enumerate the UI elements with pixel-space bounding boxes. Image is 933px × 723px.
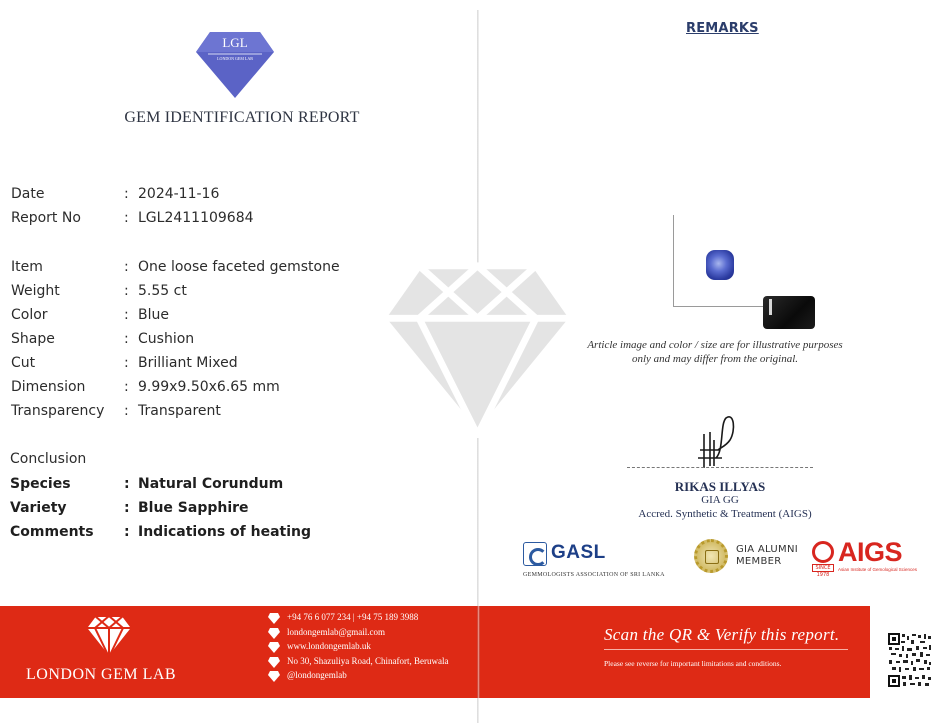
field-separator: : <box>124 259 129 275</box>
london-gem-lab-diamond-logo <box>196 30 274 98</box>
contact-text[interactable]: www.londongemlab.uk <box>287 641 371 652</box>
field-value: Transparent <box>138 403 221 419</box>
field-separator: : <box>124 476 130 492</box>
caption-line-2: only and may differ from the original. <box>631 353 799 365</box>
email-icon <box>268 628 280 639</box>
field-label: Dimension <box>11 379 86 395</box>
footer-brand-name: LONDON GEM LAB <box>26 666 177 683</box>
diamond-logo-icon <box>85 614 133 658</box>
aigs-name: AIGS <box>838 537 903 567</box>
field-label: Color <box>11 307 48 323</box>
scan-qr-title: Scan the QR & Verify this report. <box>604 625 840 644</box>
footer-fold-line <box>477 606 480 698</box>
scan-qr-subtitle: Please see reverse for important limitations and conditions. <box>604 659 782 668</box>
field-label: Species <box>10 476 71 492</box>
social-icon <box>268 671 280 682</box>
field-value: 2024-11-16 <box>138 186 220 202</box>
contact-text: No 30, Shazuliya Road, Chinafort, Beruwala <box>287 655 449 666</box>
photo-disclaimer <box>560 338 870 366</box>
field-value: Blue Sapphire <box>138 500 249 516</box>
gasl-full-name: GEMMOLOGISTS ASSOCIATION OF SRI LANKA <box>523 572 665 578</box>
logo-lgl-text: LGL <box>222 35 248 50</box>
aigs-seal-icon <box>812 541 834 563</box>
phone-icon <box>268 613 280 624</box>
field-value: Brilliant Mixed <box>138 355 238 371</box>
remarks-heading: REMARKS <box>686 21 759 36</box>
diamond-watermark-icon <box>380 258 575 438</box>
field-value: One loose faceted gemstone <box>138 259 340 275</box>
gasl-name: GASL <box>551 542 606 563</box>
contact-text[interactable]: @londongemlab <box>287 670 347 681</box>
signer-credential: GIA GG <box>701 494 739 506</box>
gasl-emblem-icon <box>523 542 547 566</box>
signer-accreditation: Accred. Synthetic & Treatment (AIGS) <box>638 508 812 520</box>
scan-title-underline <box>604 649 848 650</box>
field-label: Cut <box>11 355 36 371</box>
field-label: Weight <box>11 283 60 299</box>
gemstone-reference-card <box>763 296 815 329</box>
contact-text[interactable]: londongemlab@gmail.com <box>287 626 386 637</box>
field-separator: : <box>124 331 129 347</box>
field-separator: : <box>124 186 129 202</box>
field-label: Variety <box>10 500 67 516</box>
conclusion-heading: Conclusion <box>10 451 87 467</box>
signer-name: RIKAS ILLYAS <box>674 479 766 494</box>
location-icon <box>268 657 280 668</box>
field-separator: : <box>124 283 129 299</box>
field-value: 9.99x9.50x6.65 mm <box>138 379 280 395</box>
report-title: GEM IDENTIFICATION REPORT <box>124 109 360 126</box>
field-label: Report No <box>11 210 81 226</box>
field-value: Indications of heating <box>138 524 311 540</box>
field-separator: : <box>124 403 129 419</box>
field-separator: : <box>124 500 130 516</box>
caption-line-1: Article image and color / size are for illustrative purposes <box>587 339 843 351</box>
gia-line-2: MEMBER <box>736 556 782 567</box>
field-value: Blue <box>138 307 169 323</box>
gemstone-photo <box>706 250 734 280</box>
logo-subtext: LONDON GEM LAB <box>217 56 253 61</box>
field-value: Natural Corundum <box>138 476 284 492</box>
signature-line <box>627 467 813 468</box>
field-label: Comments <box>10 524 94 540</box>
gia-line-1: GIA ALUMNI <box>736 544 799 555</box>
field-value: Cushion <box>138 331 195 347</box>
field-value: 5.55 ct <box>138 283 187 299</box>
field-label: Transparency <box>11 403 105 419</box>
signature-mark <box>690 410 750 470</box>
field-separator: : <box>124 210 129 226</box>
contact-text: +94 76 6 077 234 | +94 75 189 3988 <box>287 612 419 622</box>
gia-seal-icon <box>694 539 728 573</box>
gia-alumni-text <box>736 544 816 568</box>
field-label: Date <box>11 186 45 202</box>
field-separator: : <box>124 355 129 371</box>
field-separator: : <box>124 379 129 395</box>
aigs-full-name: Asian Institute of Gemological Sciences <box>838 567 918 572</box>
verification-qr-code[interactable] <box>887 632 933 688</box>
aigs-year: SINCE 1978 <box>812 564 834 572</box>
globe-icon <box>268 642 280 653</box>
field-value: LGL2411109684 <box>138 210 254 226</box>
field-separator: : <box>124 524 130 540</box>
field-label: Item <box>11 259 43 275</box>
field-separator: : <box>124 307 129 323</box>
field-label: Shape <box>11 331 55 347</box>
